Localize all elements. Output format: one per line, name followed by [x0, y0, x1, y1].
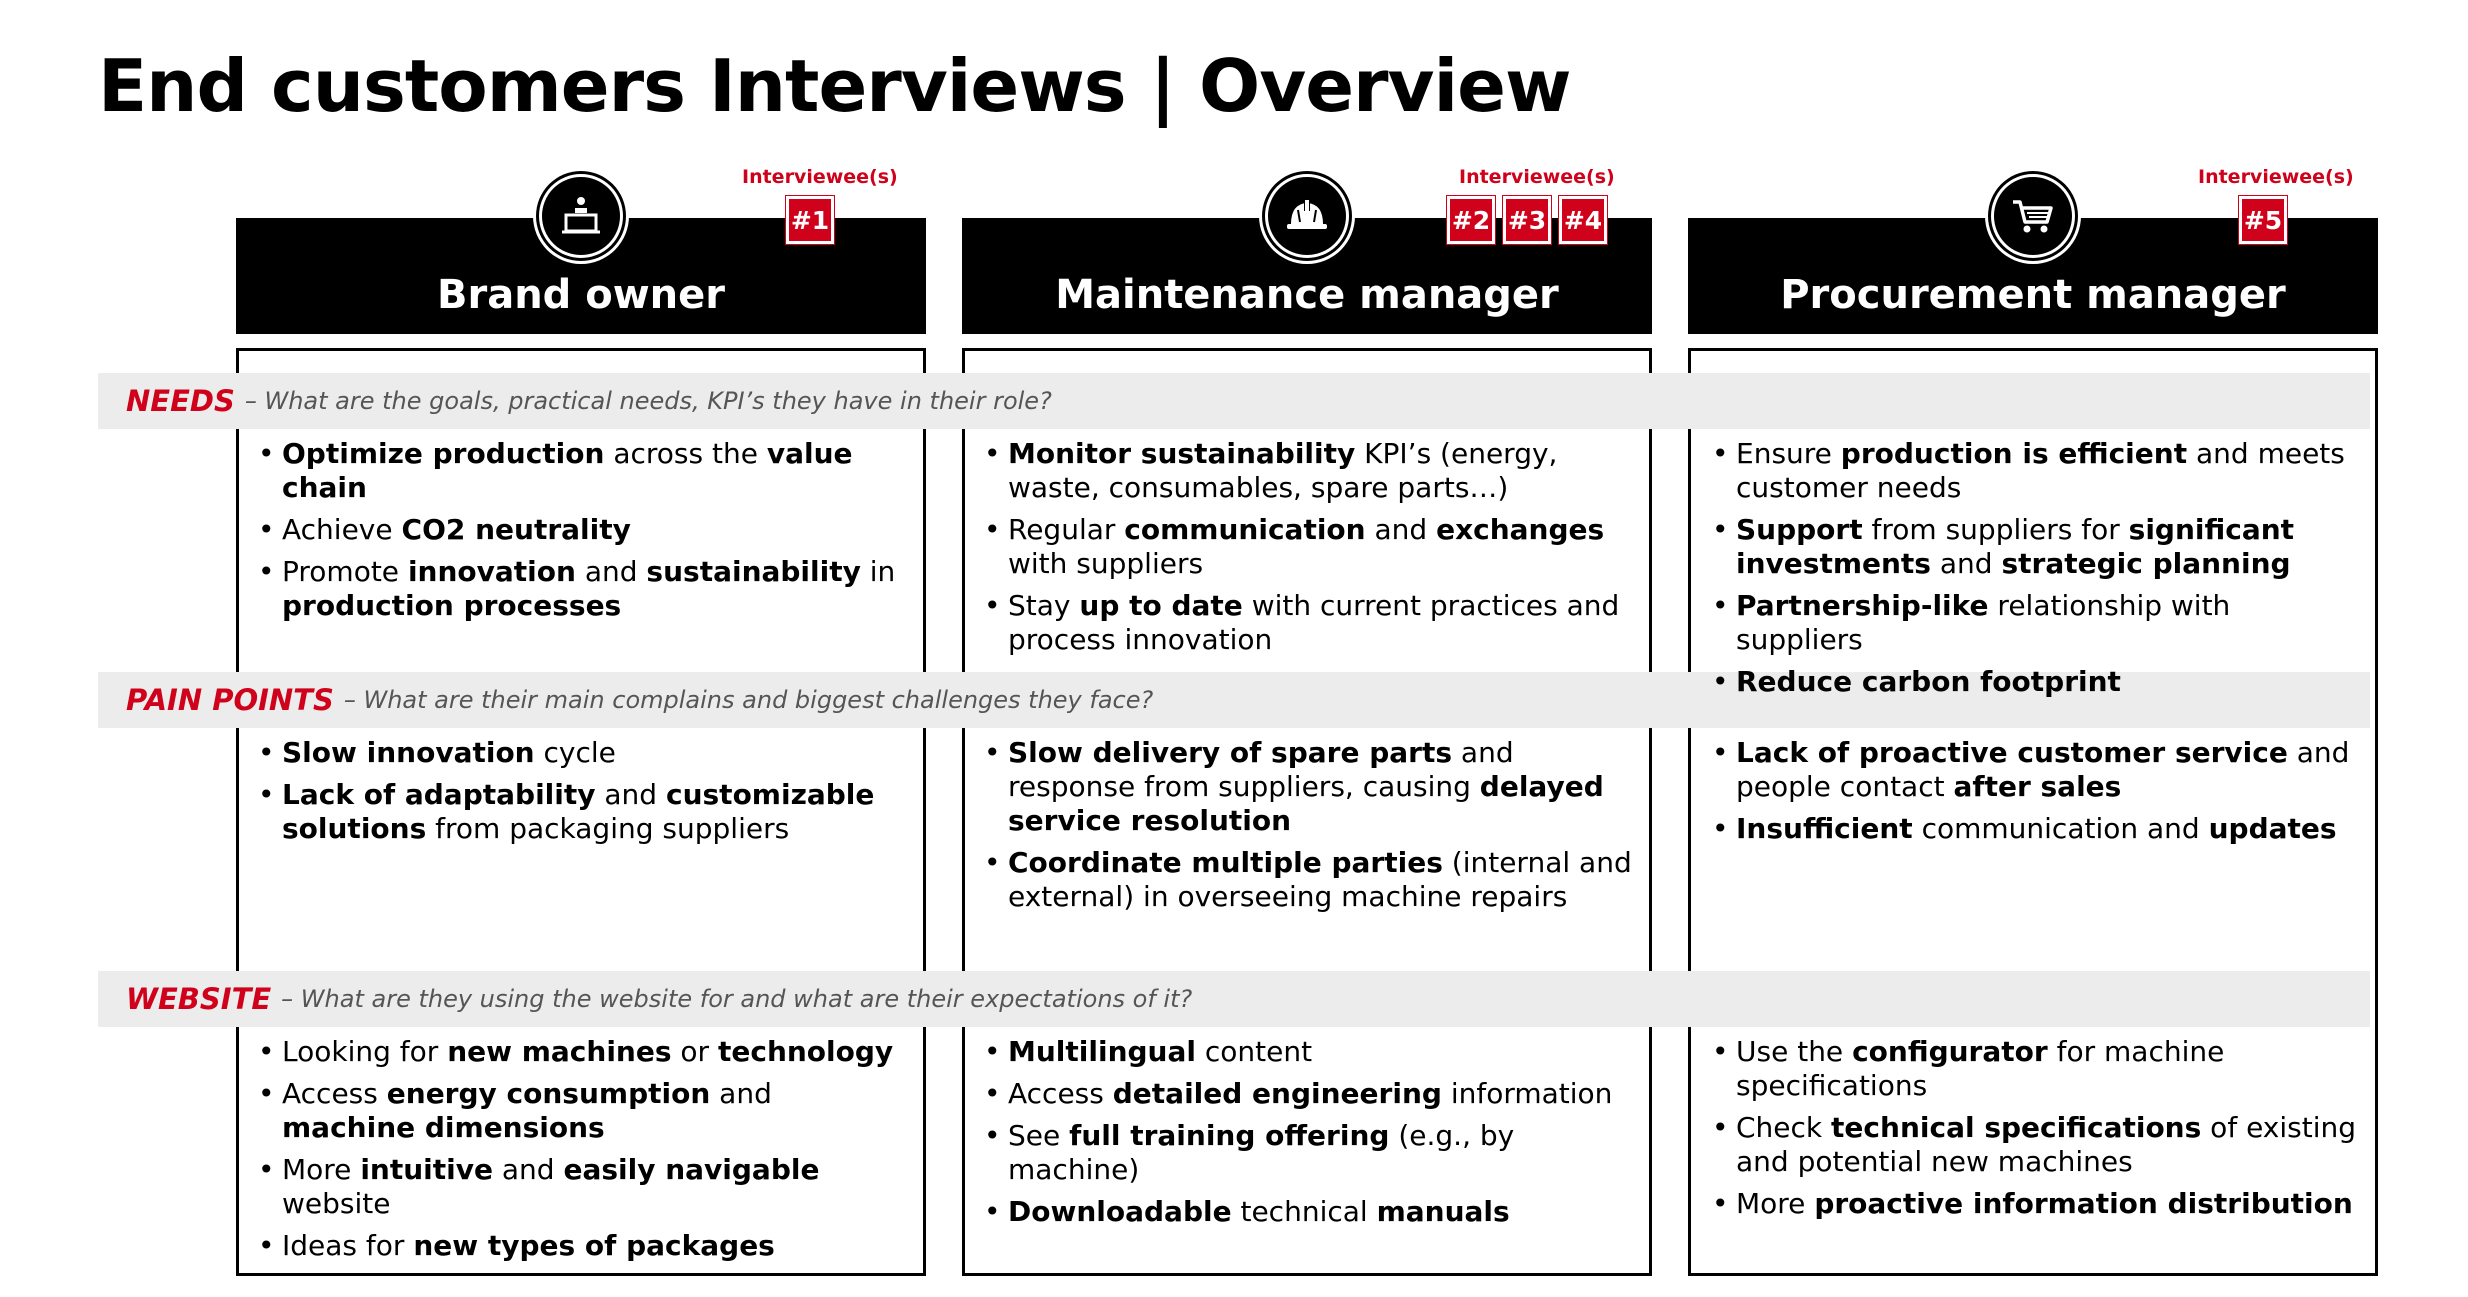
bullet-list [1712, 736, 2362, 854]
list-item: • More intuitive and easily navigable website [258, 1153, 908, 1221]
list-item: • More proactive information distribution [1712, 1187, 2362, 1221]
interviewee-tag: #4 [1559, 196, 1607, 244]
list-item: • Check technical specifications of existing and potential new machines [1712, 1111, 2362, 1179]
list-item: • Downloadable technical manuals [984, 1195, 1634, 1229]
bullet-list [984, 1035, 1634, 1237]
section-label: NEEDS [126, 384, 235, 418]
page-title: End customers Interviews | Overview [98, 44, 1571, 128]
section-label: WEBSITE [126, 982, 272, 1016]
bullet-list [258, 736, 908, 854]
section-question: – What are their main complains and biggest challenges they face? [343, 686, 1154, 714]
interviewee-tags [786, 196, 834, 244]
bullet-list [1712, 437, 2362, 707]
interviewee-label: Interviewee(s) [1459, 166, 1615, 188]
hard-hat-icon [1259, 168, 1355, 264]
section-label: PAIN POINTS [126, 683, 334, 717]
list-item: • Ideas for new types of packages [258, 1229, 908, 1263]
list-item: • Multilingual content [984, 1035, 1634, 1069]
interviewee-label: Interviewee(s) [2198, 166, 2354, 188]
list-item: • Ensure production is efficient and meets customer needs [1712, 437, 2362, 505]
column-title: Brand owner [436, 272, 725, 318]
list-item: • Regular communication and exchanges with suppliers [984, 513, 1634, 581]
website-band [98, 971, 2370, 1027]
bullet-list [258, 1035, 908, 1271]
list-item: • Insufficient communication and updates [1712, 812, 2362, 846]
list-item: • Stay up to date with current practices and process innovation [984, 589, 1634, 657]
interviewee-tags [2239, 196, 2287, 244]
list-item: • Access detailed engineering information [984, 1077, 1634, 1111]
bullet-list [258, 437, 908, 631]
interviewee-tag: #1 [786, 196, 834, 244]
list-item: • Optimize production across the value chain [258, 437, 908, 505]
column-title: Maintenance manager [1055, 272, 1559, 318]
list-item: • Access energy consumption and machine dimensions [258, 1077, 908, 1145]
list-item: • Slow delivery of spare parts and response from suppliers, causing delayed service resolution [984, 736, 1634, 838]
bullet-list [1712, 1035, 2362, 1229]
list-item: • Lack of adaptability and customizable solutions from packaging suppliers [258, 778, 908, 846]
list-item: • Slow innovation cycle [258, 736, 908, 770]
needs-band [98, 373, 2370, 429]
interviewee-label: Interviewee(s) [742, 166, 898, 188]
interviewee-tag: #2 [1447, 196, 1495, 244]
list-item: • Lack of proactive customer service and people contact after sales [1712, 736, 2362, 804]
section-question: – What are they using the website for and what are their expectations of it? [281, 985, 1193, 1013]
list-item: • See full training offering (e.g., by machine) [984, 1119, 1634, 1187]
interviewee-tag: #5 [2239, 196, 2287, 244]
bullet-list [984, 437, 1634, 665]
list-item: • Promote innovation and sustainability in production processes [258, 555, 908, 623]
column-title: Procurement manager [1780, 272, 2286, 318]
list-item: • Monitor sustainability KPI’s (energy, waste, consumables, spare parts…) [984, 437, 1634, 505]
podium-icon [533, 168, 629, 264]
list-item: • Support from suppliers for significant investments and strategic planning [1712, 513, 2362, 581]
interviewee-tag: #3 [1503, 196, 1551, 244]
shopping-cart-icon [1985, 168, 2081, 264]
list-item: • Use the configurator for machine specifications [1712, 1035, 2362, 1103]
interviewee-tags [1447, 196, 1607, 244]
list-item: • Looking for new machines or technology [258, 1035, 908, 1069]
list-item: • Partnership-like relationship with suppliers [1712, 589, 2362, 657]
list-item: • Coordinate multiple parties (internal and external) in overseeing machine repairs [984, 846, 1634, 914]
list-item: • Achieve CO2 neutrality [258, 513, 908, 547]
bullet-list [984, 736, 1634, 922]
section-question: – What are the goals, practical needs, KPI’s they have in their role? [244, 387, 1052, 415]
list-item: • Reduce carbon footprint [1712, 665, 2362, 699]
